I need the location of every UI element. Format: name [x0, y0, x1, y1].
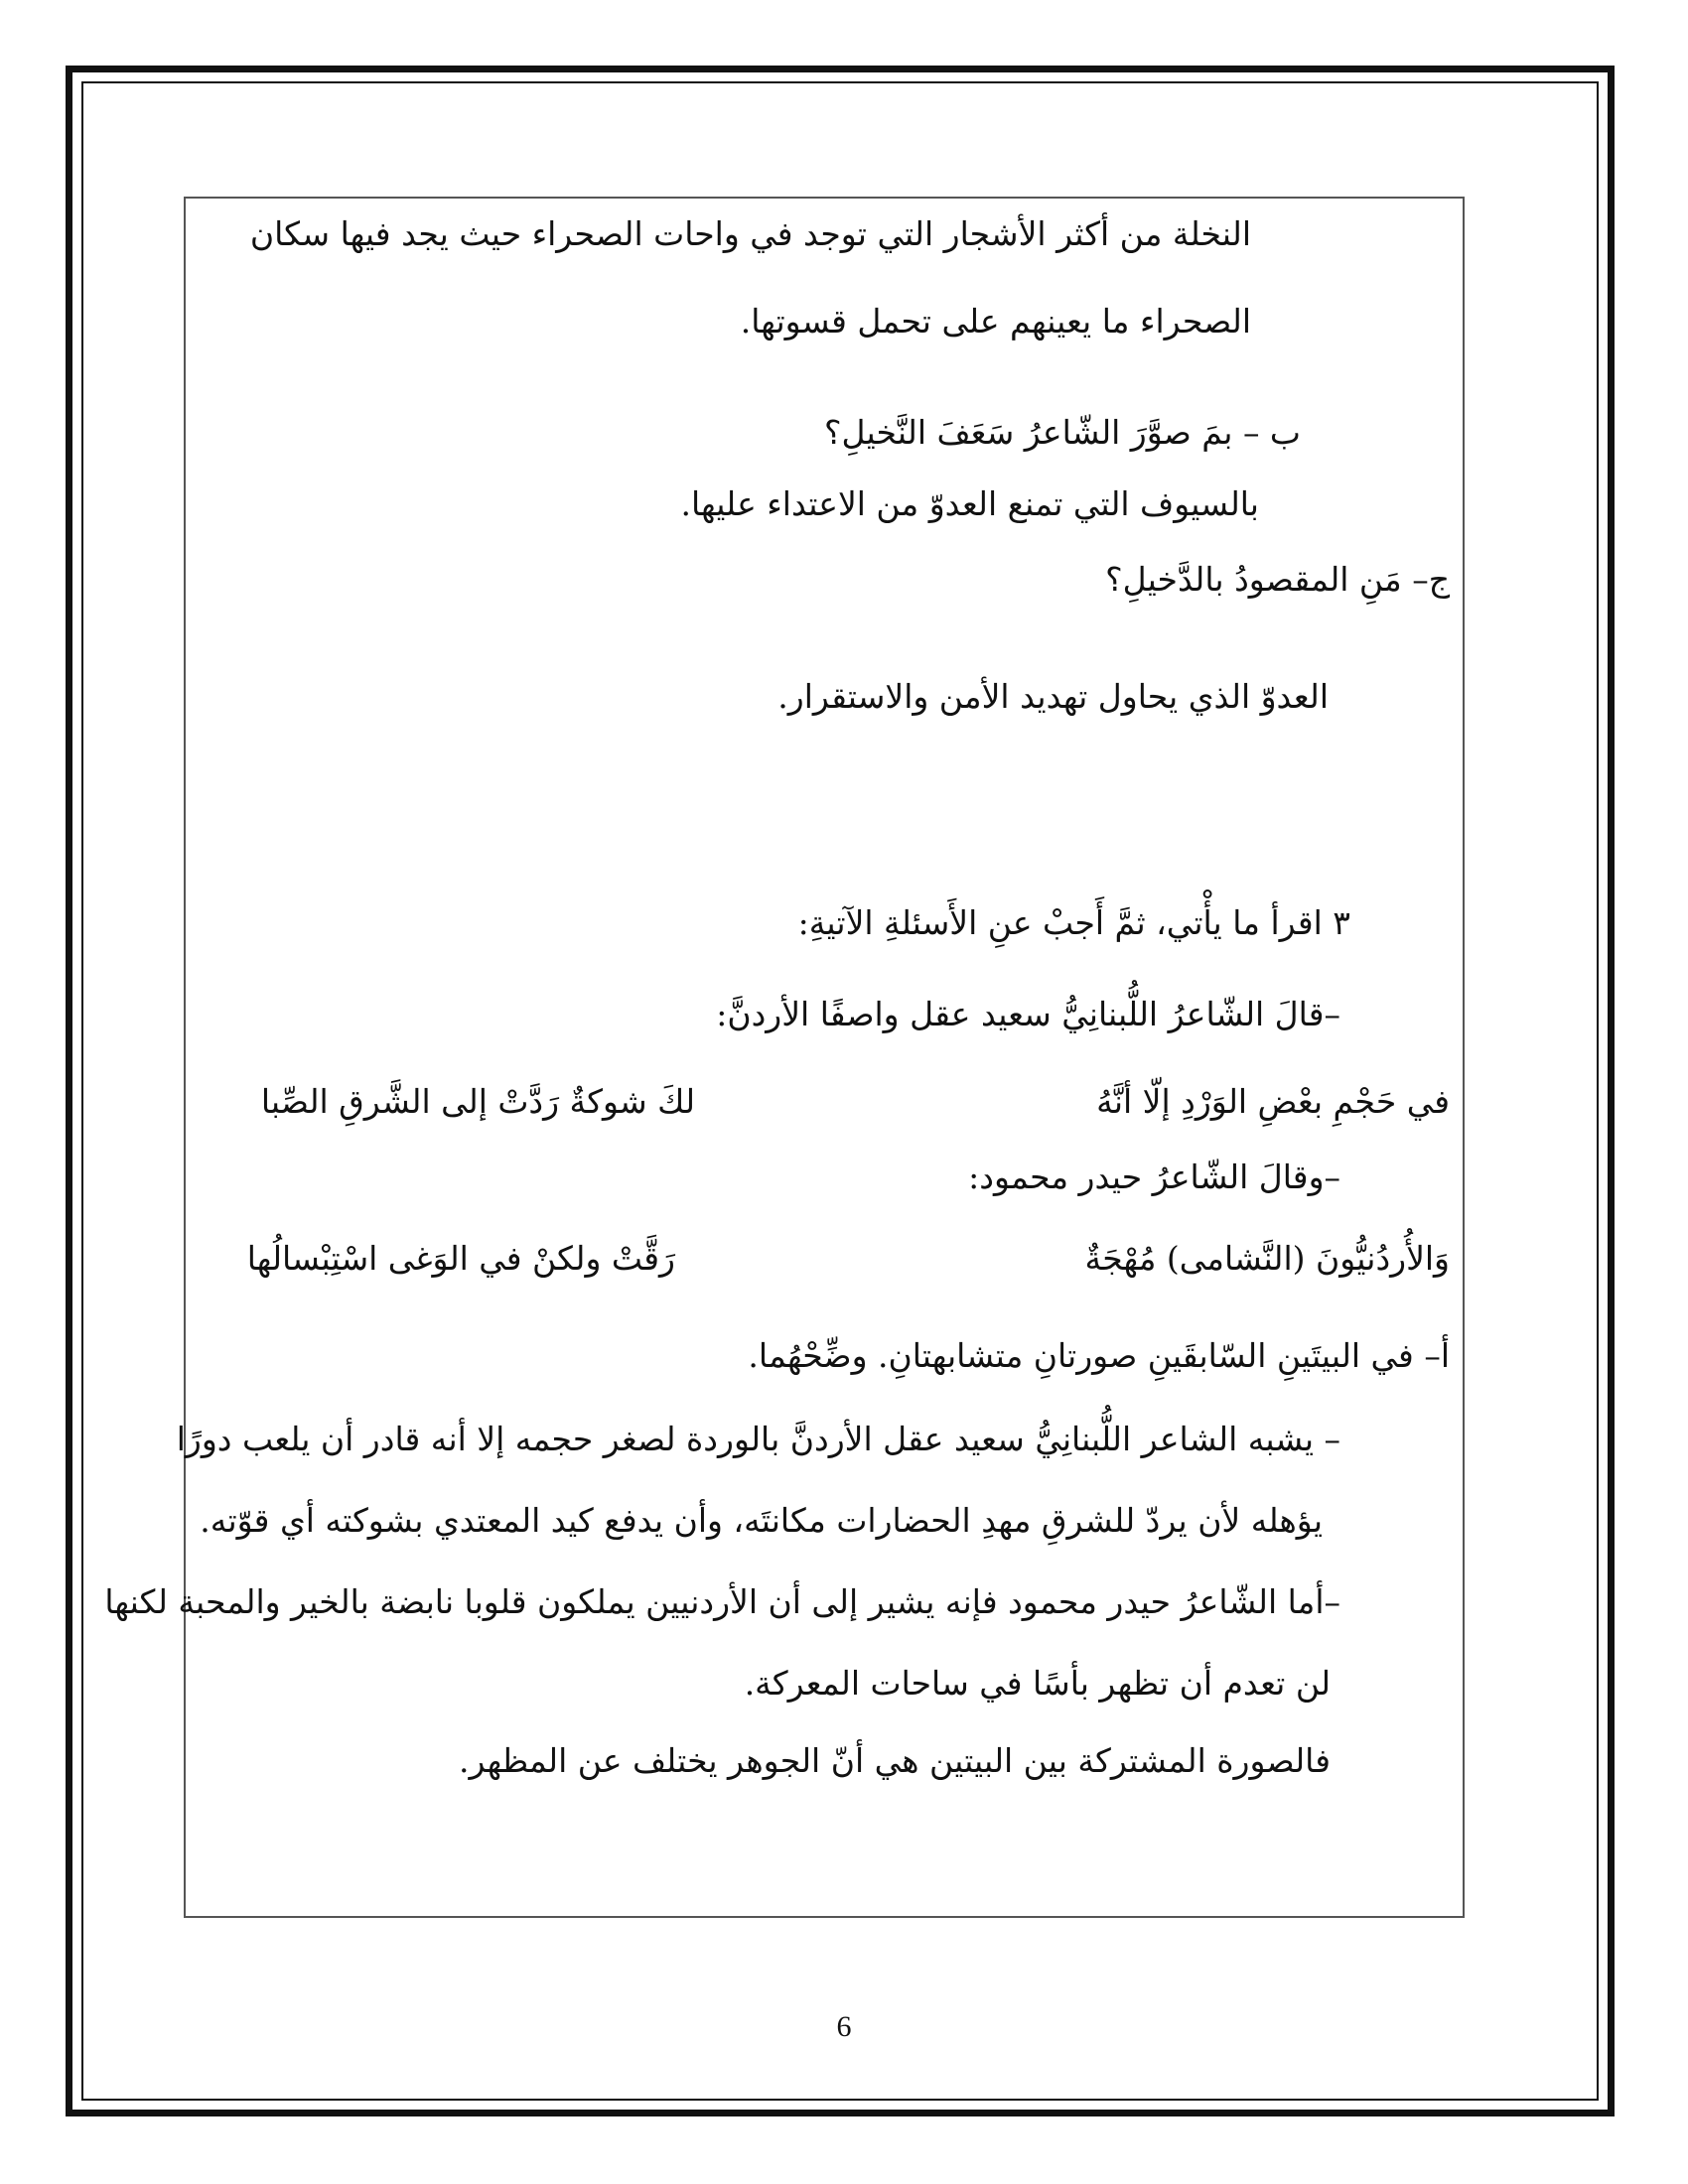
- answer-a-line-3: –أما الشّاعرُ حيدر محمود فإنه يشير إلى أن الأردنيين يملكون قلوبا نابضة بالخير والمحبة لكنها: [104, 1582, 1340, 1621]
- answer-a-line-1: – يشبه الشاعر اللُّبنانِيُّ سعيد عقل الأردنَّ بالوردة لصغر حجمه إلا أنه قادر أن يلعب دورًا: [176, 1420, 1340, 1458]
- answer-b: بالسيوف التي تمنع العدوّ من الاعتداء عليها.: [680, 484, 1259, 523]
- poet-intro-1: –قالَ الشّاعرُ اللُّبنانِيُّ سعيد عقل واصفًا الأردنَّ:: [716, 995, 1340, 1033]
- answer-j: العدوّ الذي يحاول تهديد الأمن والاستقرار.: [777, 677, 1329, 716]
- verse-2-second-hemistich: رَقَّتْ ولكنْ في الوَغى اسْتِبْسالُها: [246, 1239, 675, 1278]
- page-number: 6: [836, 2010, 852, 2043]
- answer-a-line-2: يؤهله لأن يردّ للشرقِ مهدِ الحضارات مكانتَه، وأن يدفع كيد المعتدي بشوكته أي قوّته.: [200, 1501, 1323, 1540]
- exercise-3-heading: ٣ اقرأ ما يأْتي، ثمَّ أَجبْ عنِ الأَسئلةِ الآتيةِ:: [797, 903, 1350, 942]
- poet-intro-2: –وقالَ الشّاعرُ حيدر محمود:: [968, 1158, 1340, 1196]
- answer-a-line-4: لن تعدم أن تظهر بأسًا في ساحات المعركة.: [744, 1664, 1331, 1703]
- answer-a-conclusion: فالصورة المشتركة بين البيتين هي أنّ الجوهر يختلف عن المظهر.: [458, 1741, 1331, 1780]
- verse-1-second-hemistich: لكَ شوكةٌ رَدَّتْ إلى الشَّرقِ الصِّبا: [260, 1082, 695, 1121]
- answer-line-1: النخلة من أكثر الأشجار التي توجد في واحات الصحراء حيث يجد فيها سكان: [249, 214, 1251, 253]
- question-b: ب – بمَ صوَّرَ الشّاعرُ سَعَفَ النَّخيلِ؟: [824, 413, 1301, 452]
- question-j: ج– مَنِ المقصودُ بالدَّخيلِ؟: [1105, 560, 1450, 599]
- verse-1-first-hemistich: في حَجْمِ بعْضِ الوَرْدِ إلّا أنَّهُ: [1096, 1082, 1450, 1121]
- verse-2-first-hemistich: وَالأُردُنيُّونَ (النَّشامى) مُهْجَةٌ: [1084, 1239, 1450, 1278]
- answer-line-2: الصحراء ما يعينهم على تحمل قسوتها.: [740, 302, 1251, 341]
- question-a: أ– في البيتَينِ السّابقَينِ صورتانِ متشابهتانِ. وضِّحْهُما.: [748, 1336, 1450, 1375]
- content-box: [184, 197, 1465, 1918]
